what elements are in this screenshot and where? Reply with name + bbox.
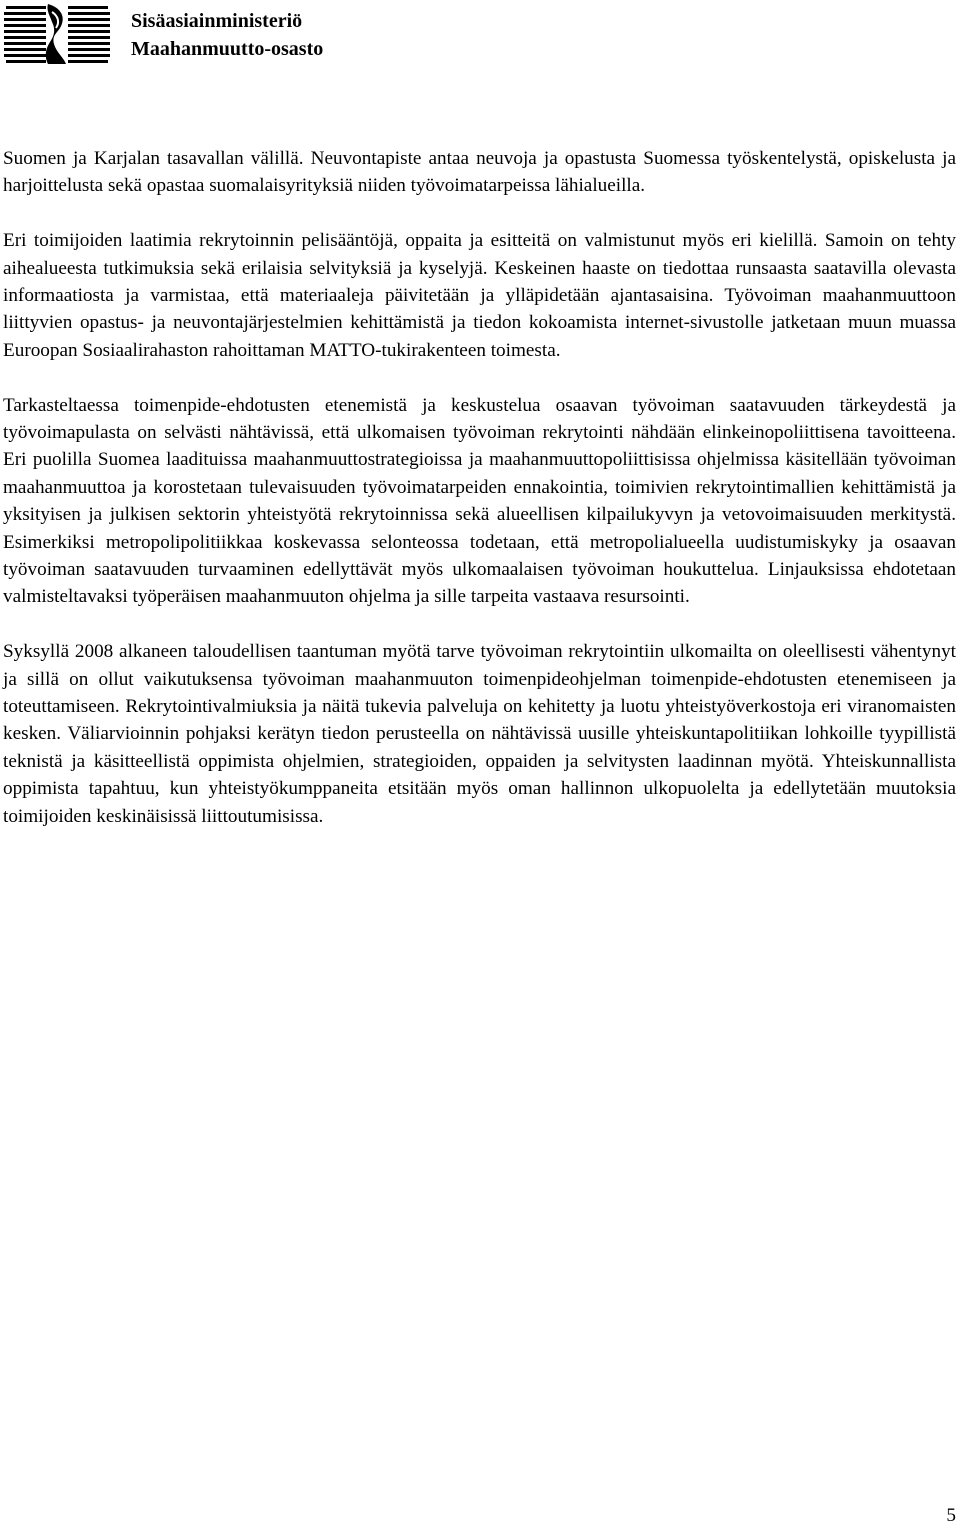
ministry-name: Sisäasiainministeriö	[131, 10, 303, 32]
document-body	[3, 145, 956, 858]
paragraph: Tarkasteltaessa toimenpide-ehdotusten etenemistä ja keskustelua osaavan työvoiman saatavuuden tärkeydestä ja työvoimapulasta on selvästi nähtävissä, että ulkomaisen työvoiman rekrytointi nähdään elinkeinopoliittisena tavoitteena. Eri puolilla Suomea laadituissa maahanmuuttostrategioissa ja maahanmuuttopoliittisissa ohjelmissa käsitellään työvoiman maahanmuuttoa ja korostetaan tulevaisuuden työvoimatarpeiden ennakointia, toimivien rekrytointimallien kehittämistä ja yksityisen ja julkisen sektorin yhteistyötä rekrytoinnissa sekä alueellisen kilpailukyvyn ja vetovoimaisuuden merkitystä. Esimerkiksi metropolipolitiikkaa koskevassa selonteossa todetaan, että metropolialueella uudistumiskyky ja osaavan työvoiman saatavuuden turvaaminen edellyttävät myös ulkomaalaisen työvoiman houkuttelua. Linjauksissa ehdotetaan valmisteltavaksi työperäisen maahanmuuton ohjelma ja sille tarpeita vastaava resursointi.	[3, 394, 956, 608]
page-number: 5	[946, 1505, 956, 1526]
organization-name	[131, 7, 323, 63]
department-name: Maahanmuutto-osasto	[131, 38, 324, 60]
paragraph: Syksyllä 2008 alkaneen taloudellisen taantuman myötä tarve työvoiman rekrytointiin ulkomailta on oleellisesti vähentynyt ja sillä on ollut vaikutuksensa työvoiman maahanmuuton toimenpideohjelman toimenpide-ehdotusten etenemiseen ja toteuttamiseen. Rekrytointivalmiuksia ja näitä tukevia palveluja on kehitetty ja luotu yhteistyöverkostoja eri viranomaisten kesken. Väliarvioinnin pohjaksi kerätyn tiedon perusteella on nähtävissä uusille yhteiskuntapolitiikan lohkoille tyypillistä teknistä ja käsitteellistä oppimista ohjelmien, strategioiden, oppaiden ja selvitysten laadinnan myötä. Yhteiskunnallista oppimista tapahtuu, kun yhteistyökumppaneita etsitään myös oman hallinnon ulkopuolelta ja edellytetään muutoksia toimijoiden keskinäisissä liittoutumisissa.	[3, 641, 956, 827]
page-header	[0, 0, 960, 70]
paragraph: Suomen ja Karjalan tasavallan välillä. Neuvontapiste antaa neuvoja ja opastusta Suomessa työskentelystä, opiskelusta ja harjoittelusta sekä opastaa suomalaisyrityksiä niiden työvoimatarpeissa lähialueilla.	[3, 148, 956, 197]
paragraph: Eri toimijoiden laatimia rekrytoinnin pelisääntöjä, oppaita ja esitteitä on valmistunut myös eri kielillä. Samoin on tehty aihealueesta tutkimuksia sekä erilaisia selvityksiä ja kyselyjä. Keskeinen haaste on tiedottaa runsaasta saatavilla olevasta informaatiosta ja varmistaa, että materiaaleja päivitetään ja ylläpidetään ajantasaisina. Työvoiman maahanmuuttoon liittyvien opastus- ja neuvontajärjestelmien kehittämistä ja tiedon kokoamista internet-sivustolle jatketaan muun muassa Euroopan Sosiaalirahaston rahoittaman MATTO-tukirakenteen toimesta.	[3, 230, 956, 361]
ministry-emblem-icon	[4, 2, 112, 66]
